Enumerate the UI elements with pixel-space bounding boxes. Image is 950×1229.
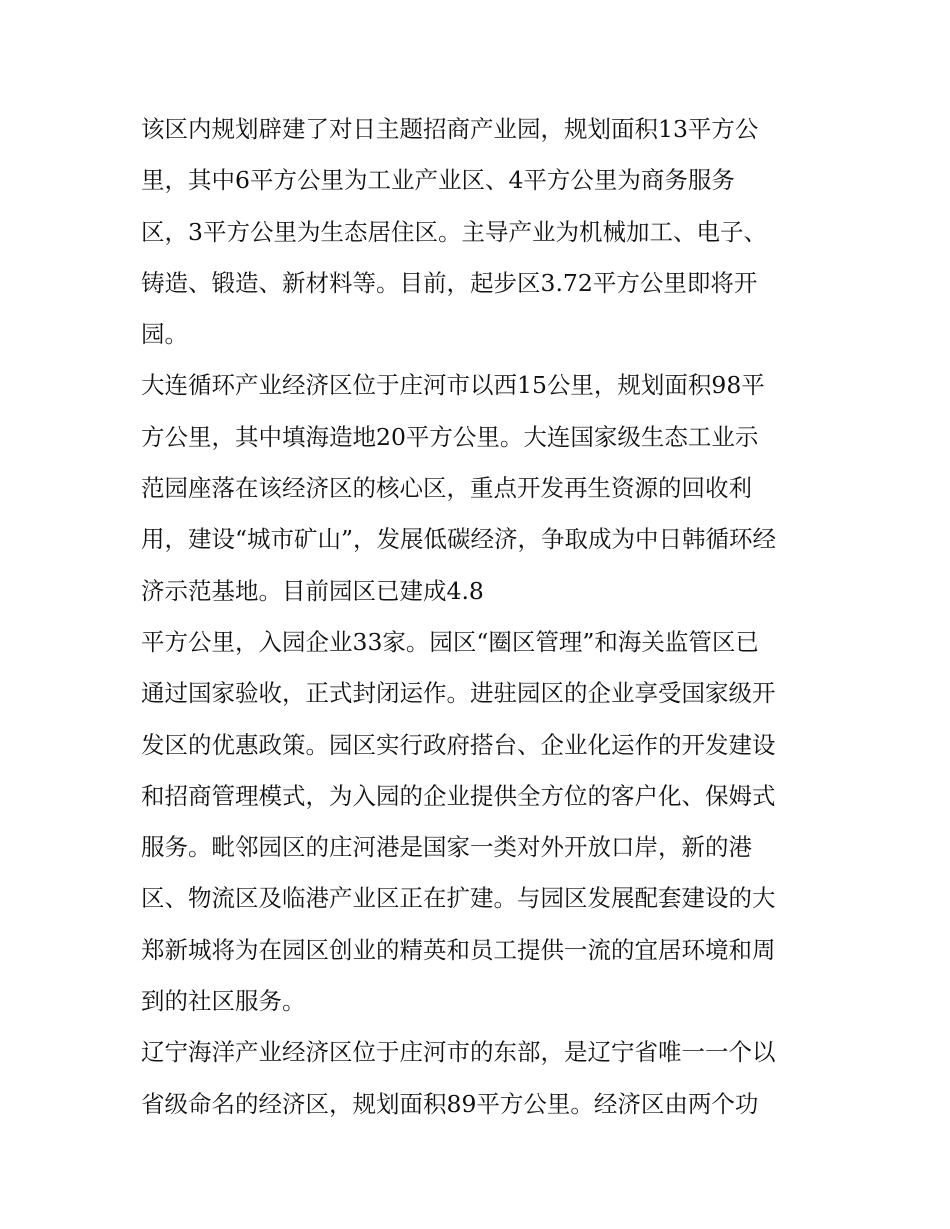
- text-line: 铸造、锻造、新材料等。目前，起步区3.72平方公里即将开: [141, 268, 758, 297]
- document-body: [141, 104, 813, 1130]
- text-line: 郑新城将为在园区创业的精英和员工提供一流的宜居环境和周: [141, 935, 776, 964]
- paragraph-park-status: [141, 617, 813, 1027]
- text-line: 里，其中6平方公里为工业产业区、4平方公里为商务服务: [141, 166, 735, 195]
- text-line: 用，建设“城市矿山”，发展低碳经济，争取成为中日韩循环经: [141, 525, 777, 554]
- paragraph-marine-economy-zone: [141, 1027, 813, 1130]
- text-line: 范园座落在该经济区的核心区，重点开发再生资源的回收利: [141, 474, 752, 503]
- text-line: 方公里，其中填海造地20平方公里。大连国家级生态工业示: [141, 422, 759, 451]
- paragraph-circular-economy-zone: [141, 360, 813, 616]
- text-line: 发区的优惠政策。园区实行政府搭台、企业化运作的开发建设: [141, 730, 776, 759]
- text-line: 区，3平方公里为生态居住区。主导产业为机械加工、电子、: [141, 217, 767, 246]
- text-line: 服务。毗邻园区的庄河港是国家一类对外开放口岸，新的港: [141, 833, 752, 862]
- text-line: 平方公里，入园企业33家。园区“圈区管理”和海关监管区已: [141, 627, 759, 656]
- text-line: 区、物流区及临港产业区正在扩建。与园区发展配套建设的大: [141, 884, 776, 913]
- text-line: 大连循环产业经济区位于庄河市以西15公里，规划面积98平: [141, 371, 765, 400]
- text-line: 省级命名的经济区，规划面积89平方公里。经济区由两个功: [141, 1089, 759, 1118]
- text-line: 该区内规划辟建了对日主题招商产业园，规划面积13平方公: [141, 115, 759, 143]
- text-line: 和招商管理模式，为入园的企业提供全方位的客户化、保姆式: [141, 781, 776, 810]
- text-line: 通过国家验收，正式封闭运作。进驻园区的企业享受国家级开: [141, 679, 776, 708]
- text-line: 济示范基地。目前园区已建成4.8: [141, 576, 484, 605]
- paragraph-japan-park: [141, 104, 813, 360]
- text-line: 园。: [141, 320, 188, 349]
- text-line: 辽宁海洋产业经济区位于庄河市的东部，是辽宁省唯一一个以: [141, 1038, 776, 1067]
- text-line: 到的社区服务。: [141, 987, 306, 1016]
